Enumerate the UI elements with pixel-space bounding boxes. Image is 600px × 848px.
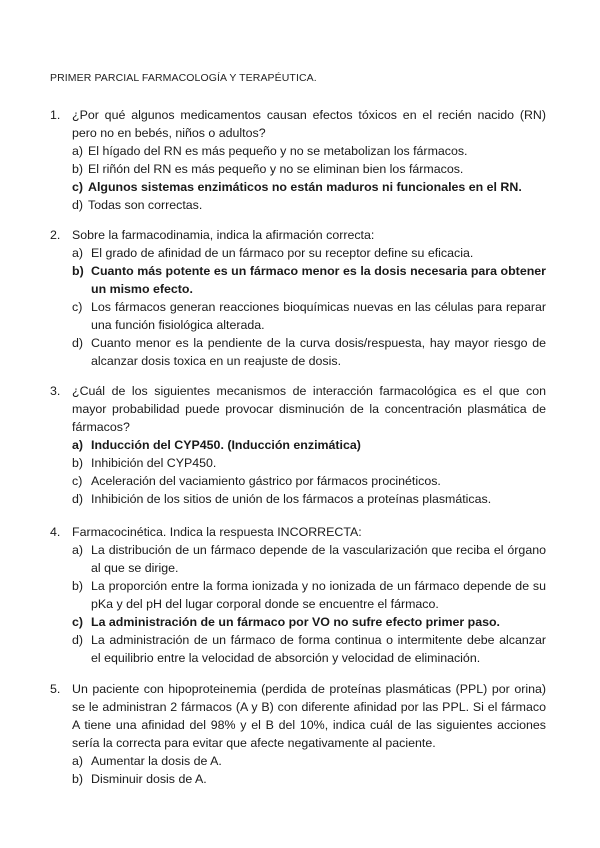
question-number: 3.	[50, 384, 61, 398]
options-list	[72, 244, 546, 370]
option-text: Disminuir dosis de A.	[91, 772, 207, 786]
option-b-correct	[72, 262, 546, 298]
option-text: El grado de afinidad de un fármaco por su receptor define su eficacia.	[91, 246, 474, 260]
option-text: La proporción entre la forma ionizada y no ionizada de un fármaco depende de su pKa y del pH del lugar corporal donde se encuentre el fármaco.	[91, 579, 546, 611]
question-2	[50, 226, 546, 370]
option-letter: d)	[72, 633, 84, 647]
option-text: El riñón del RN es más pequeño y no se eliminan bien los fármacos.	[88, 162, 464, 176]
option-b	[72, 454, 546, 472]
option-letter: a)	[72, 246, 84, 260]
option-a	[72, 541, 546, 577]
question-text: Un paciente con hipoproteinemia (perdida de proteínas plasmáticas (PPL) por orina) se le administran 2 fármacos (A y B) con diferente afinidad por las PPL. Si el fármaco A tiene una afinidad del 98% y el B del 10%, indica cuál de las siguientes acciones sería la correcta para evitar que afecte negativamente al paciente.	[72, 682, 546, 750]
option-d	[72, 631, 546, 667]
options-list	[72, 436, 546, 508]
option-letter: b)	[72, 456, 84, 470]
option-c-correct	[72, 613, 546, 631]
option-letter: c)	[72, 615, 84, 629]
option-letter: a)	[72, 754, 84, 768]
question-1	[50, 106, 546, 214]
question-3	[50, 382, 546, 508]
option-c-correct	[72, 178, 546, 196]
option-text: Algunos sistemas enzimáticos no están maduros ni funcionales en el RN.	[88, 180, 522, 194]
option-c	[72, 472, 546, 490]
option-text: Todas son correctas.	[88, 198, 203, 212]
option-text: Cuanto más potente es un fármaco menor es la dosis necesaria para obtener un mismo efecto.	[91, 264, 546, 296]
option-text: El hígado del RN es más pequeño y no se metabolizan los fármacos.	[88, 144, 468, 158]
option-letter: b)	[72, 579, 84, 593]
option-b	[72, 160, 546, 178]
question-number: 5.	[50, 682, 61, 696]
option-letter: b)	[72, 162, 84, 176]
option-text: Aumentar la dosis de A.	[91, 754, 222, 768]
option-letter: d)	[72, 336, 84, 350]
option-text: Los fármacos generan reacciones bioquímicas nuevas en las células para reparar una función fisiológica alterada.	[91, 300, 546, 332]
option-text: Inducción del CYP450. (Inducción enzimática)	[91, 438, 361, 452]
option-d	[72, 490, 546, 508]
option-a	[72, 142, 546, 160]
page-title: PRIMER PARCIAL FARMACOLOGÍA Y TERAPÉUTICA.	[50, 72, 317, 84]
question-number: 2.	[50, 228, 61, 242]
option-b	[72, 577, 546, 613]
option-text: Cuanto menor es la pendiente de la curva dosis/respuesta, hay mayor riesgo de alcanzar dosis toxica en un reajuste de dosis.	[91, 336, 546, 368]
option-d	[72, 334, 546, 370]
option-letter: a)	[72, 144, 84, 158]
option-letter: c)	[72, 300, 83, 314]
question-text: ¿Cuál de los siguientes mecanismos de interacción farmacológica es el que con mayor probabilidad puede provocar disminución de la concentración plasmática de fármacos?	[72, 384, 546, 434]
option-text: La administración de un fármaco por VO no sufre efecto primer paso.	[91, 615, 500, 629]
option-letter: a)	[72, 438, 84, 452]
question-text: ¿Por qué algunos medicamentos causan efectos tóxicos en el recién nacido (RN) pero no en bebés, niños o adultos?	[72, 108, 546, 140]
option-a-correct	[72, 436, 546, 454]
question-number: 4.	[50, 525, 61, 539]
question-4	[50, 523, 546, 667]
option-a	[72, 244, 546, 262]
options-list	[72, 752, 546, 788]
option-c	[72, 298, 546, 334]
options-list	[72, 541, 546, 667]
option-letter: a)	[72, 543, 84, 557]
option-b	[72, 770, 546, 788]
option-text: La administración de un fármaco de forma continua o intermitente debe alcanzar el equilibrio entre la velocidad de absorción y velocidad de eliminación.	[91, 633, 546, 665]
option-letter: b)	[72, 772, 84, 786]
option-letter: c)	[72, 180, 84, 194]
option-d	[72, 196, 546, 214]
option-text: Inhibición del CYP450.	[91, 456, 217, 470]
question-number: 1.	[50, 108, 61, 122]
option-letter: b)	[72, 264, 84, 278]
option-text: La distribución de un fármaco depende de la vascularización que reciba el órgano al que se dirige.	[91, 543, 546, 575]
option-letter: c)	[72, 474, 83, 488]
option-text: Aceleración del vaciamiento gástrico por fármacos procinéticos.	[91, 474, 441, 488]
question-text: Sobre la farmacodinamia, indica la afirmación correcta:	[72, 228, 375, 242]
question-text: Farmacocinética. Indica la respuesta INCORRECTA:	[72, 525, 362, 539]
option-letter: d)	[72, 198, 84, 212]
options-list	[72, 142, 546, 214]
option-text: Inhibición de los sitios de unión de los fármacos a proteínas plasmáticas.	[91, 492, 492, 506]
option-letter: d)	[72, 492, 84, 506]
option-a	[72, 752, 546, 770]
question-5	[50, 680, 546, 788]
